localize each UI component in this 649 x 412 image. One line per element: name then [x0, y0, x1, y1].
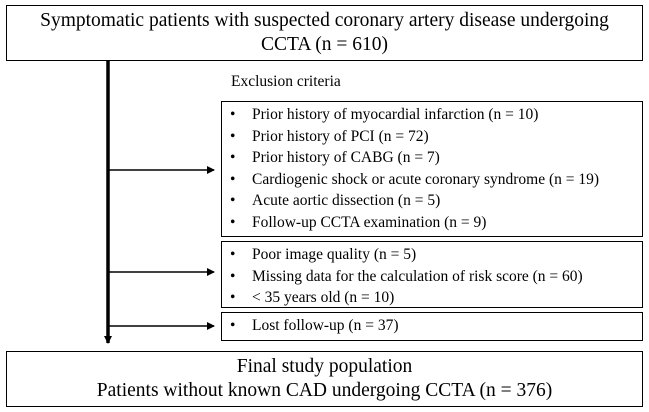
exclusion-box-data: [221, 241, 643, 308]
final-population-box: [6, 351, 643, 407]
exclusion-criteria-label: Exclusion criteria: [231, 73, 341, 90]
exclusion-box-followup: [221, 312, 643, 341]
exclusion-item: • Prior history of CABG (n = 7): [230, 147, 636, 169]
exclusion-item: • < 35 years old (n = 10): [230, 287, 636, 309]
exclusion-item: • Lost follow-up (n = 37): [230, 315, 636, 337]
enrollment-line-1: Symptomatic patients with suspected coronary artery disease undergoing: [40, 10, 609, 31]
exclusion-box-clinical: [221, 101, 643, 237]
final-line-1: Final study population: [236, 356, 413, 377]
exclusion-item: • Cardiogenic shock or acute coronary syndrome (n = 19): [230, 169, 636, 191]
exclusion-item: • Missing data for the calculation of risk score (n = 60): [230, 266, 636, 288]
exclusion-item: • Follow-up CCTA examination (n = 9): [230, 212, 636, 234]
exclusion-item: • Prior history of myocardial infarction (n = 10): [230, 104, 636, 126]
exclusion-list-clinical: [230, 104, 636, 233]
exclusion-list-data: [230, 244, 636, 309]
final-line-2: Patients without known CAD undergoing CCTA (n = 376): [96, 380, 553, 401]
exclusion-item: • Prior history of PCI (n = 72): [230, 126, 636, 148]
enrollment-box: [6, 5, 643, 61]
exclusion-list-followup: [230, 315, 636, 337]
exclusion-item: • Acute aortic dissection (n = 5): [230, 190, 636, 212]
exclusion-item: • Poor image quality (n = 5): [230, 244, 636, 266]
enrollment-line-2: CCTA (n = 610): [261, 34, 388, 55]
